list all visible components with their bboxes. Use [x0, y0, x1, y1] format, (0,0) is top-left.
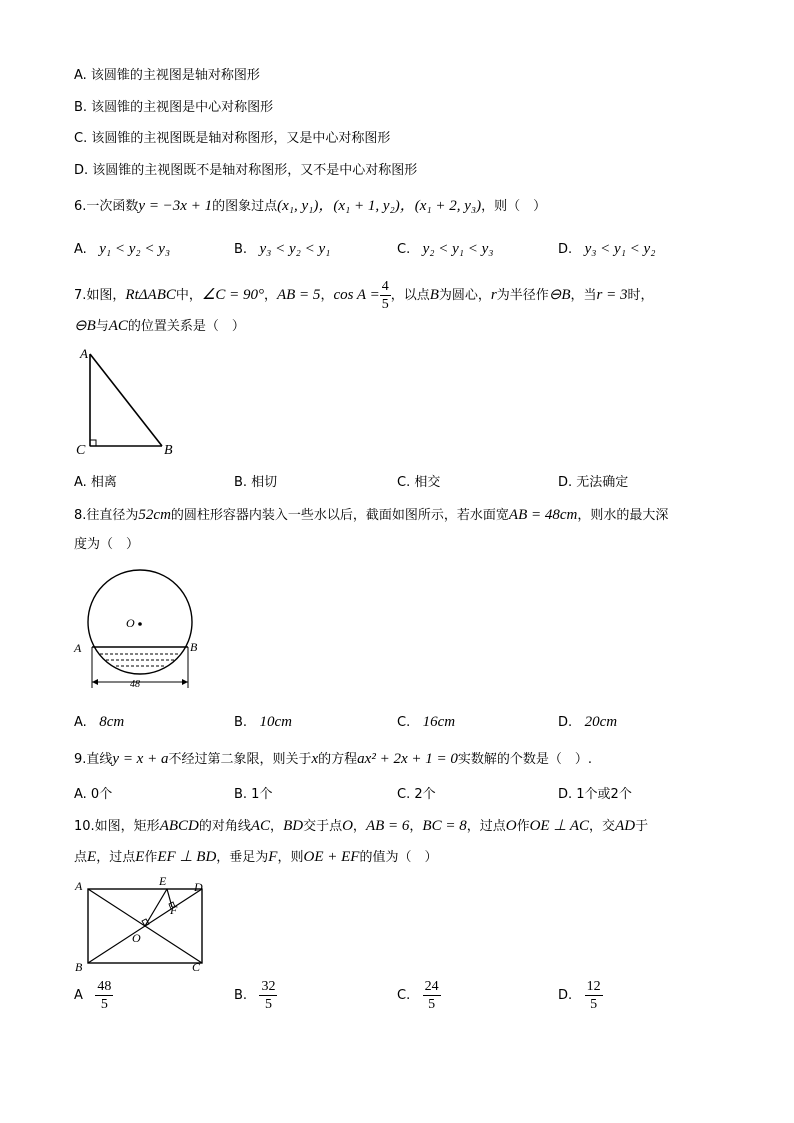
q7-option-c: C. 相交 — [397, 475, 441, 490]
q7-triangle-figure — [72, 344, 182, 460]
q7-stem-line2: ⊖B与AC的位置关系是（ ） — [74, 318, 245, 334]
q8-circle-figure — [72, 566, 212, 696]
q6-stem-text: 6.一次函数 — [74, 199, 139, 214]
q6-option-a: A. y₁ < y₂ < y₃ — [74, 241, 171, 257]
q9-option-a: A. 0个 — [74, 787, 113, 802]
q10-option-a: A $\frac{48}{5}$ — [74, 979, 112, 1012]
q7-option-a: A. 相离 — [74, 475, 117, 490]
q9-stem: 9.直线y = x + a不经过第二象限，则关于x的方程ax² + 2x + 1 = 0实数解的个数是（ ）. — [74, 751, 592, 767]
q8-stem: 8.往直径为52cm的圆柱形容器内装入一些水以后，截面如图所示，若水面宽AB = 48cm，则水的最大深 — [74, 507, 669, 523]
q9-option-d: D. 1个或2个 — [558, 787, 632, 802]
q10-label-f: F — [170, 903, 178, 917]
q10-option-b: B. $\frac{32}{5}$ — [234, 979, 276, 1012]
q6-option-b: B. y₃ < y₂ < y₁ — [234, 241, 331, 257]
q8-stem-line2: 度为（ ） — [74, 537, 140, 552]
q8-label-b: B — [190, 640, 198, 654]
q6-points: (x₁, y₁)，(x₁ + 1, y₂)，(x₁ + 2, y₃) — [277, 198, 482, 214]
q7-label-a: A — [80, 346, 88, 361]
q10-rectangle-figure — [72, 874, 212, 978]
q10-label-c: C — [192, 960, 201, 974]
q10-stem-line2: 点E，过点E作EF ⊥ BD，垂足为F，则OE + EF的值为（ ） — [74, 849, 438, 865]
q6-stem — [74, 197, 546, 216]
q10-option-c: C. $\frac{24}{5}$ — [397, 979, 439, 1012]
q10-label-e: E — [159, 874, 167, 888]
q9-option-b: B. 1个 — [234, 787, 273, 802]
q10-label-d: D — [194, 880, 203, 894]
q5-option-b: B. 该圆锥的主视图是中心对称图形 — [74, 100, 274, 115]
q5-option-d: D. 该圆锥的主视图既不是轴对称图形，又不是中心对称图形 — [74, 163, 418, 178]
q10-option-d: D. $\frac{12}{5}$ — [558, 979, 601, 1012]
q9-option-c: C. 2个 — [397, 787, 436, 802]
q6-stem-text: 的图象过点 — [212, 199, 278, 214]
q8-width-label: 48 — [130, 679, 140, 690]
q5-option-a: A. 该圆锥的主视图是轴对称图形 — [74, 68, 260, 83]
q10-label-a: A — [75, 879, 83, 893]
q8-option-a: A. 8cm — [74, 714, 125, 730]
q8-option-b: B. 10cm — [234, 714, 292, 730]
q8-label-a: A — [74, 641, 82, 655]
q8-option-c: C. 16cm — [397, 714, 456, 730]
q6-stem-text: ，则（ ） — [481, 199, 547, 214]
q10-label-b: B — [75, 960, 83, 974]
q7-fraction: $\frac{4}{5}$ — [381, 279, 389, 312]
q8-option-d: D. 20cm — [558, 714, 618, 730]
q6-option-d: D. y₃ < y₁ < y₂ — [558, 241, 656, 257]
q6-function: y = −3x + 1 — [138, 198, 213, 214]
q7-option-b: B. 相切 — [234, 475, 278, 490]
q7-stem: 7.如图，RtΔABC中，∠C = 90°，AB = 5，cos A = $\frac{4}{5}$ ，以点B为圆心，r为半径作⊖B，当r = 3时， — [74, 279, 654, 312]
q8-label-o: O — [126, 616, 135, 630]
q6-option-c: C. y₂ < y₁ < y₃ — [397, 241, 494, 257]
q7-option-d: D. 无法确定 — [558, 475, 629, 490]
q5-option-c: C. 该圆锥的主视图既是轴对称图形，又是中心对称图形 — [74, 131, 391, 146]
q7-label-c: C — [76, 443, 86, 458]
q10-label-o: O — [132, 931, 141, 945]
q10-stem: 10.如图，矩形ABCD的对角线AC，BD交于点O，AB = 6，BC = 8，过点O作OE ⊥ AC，交AD于 — [74, 818, 649, 834]
q7-label-b: B — [164, 443, 173, 458]
